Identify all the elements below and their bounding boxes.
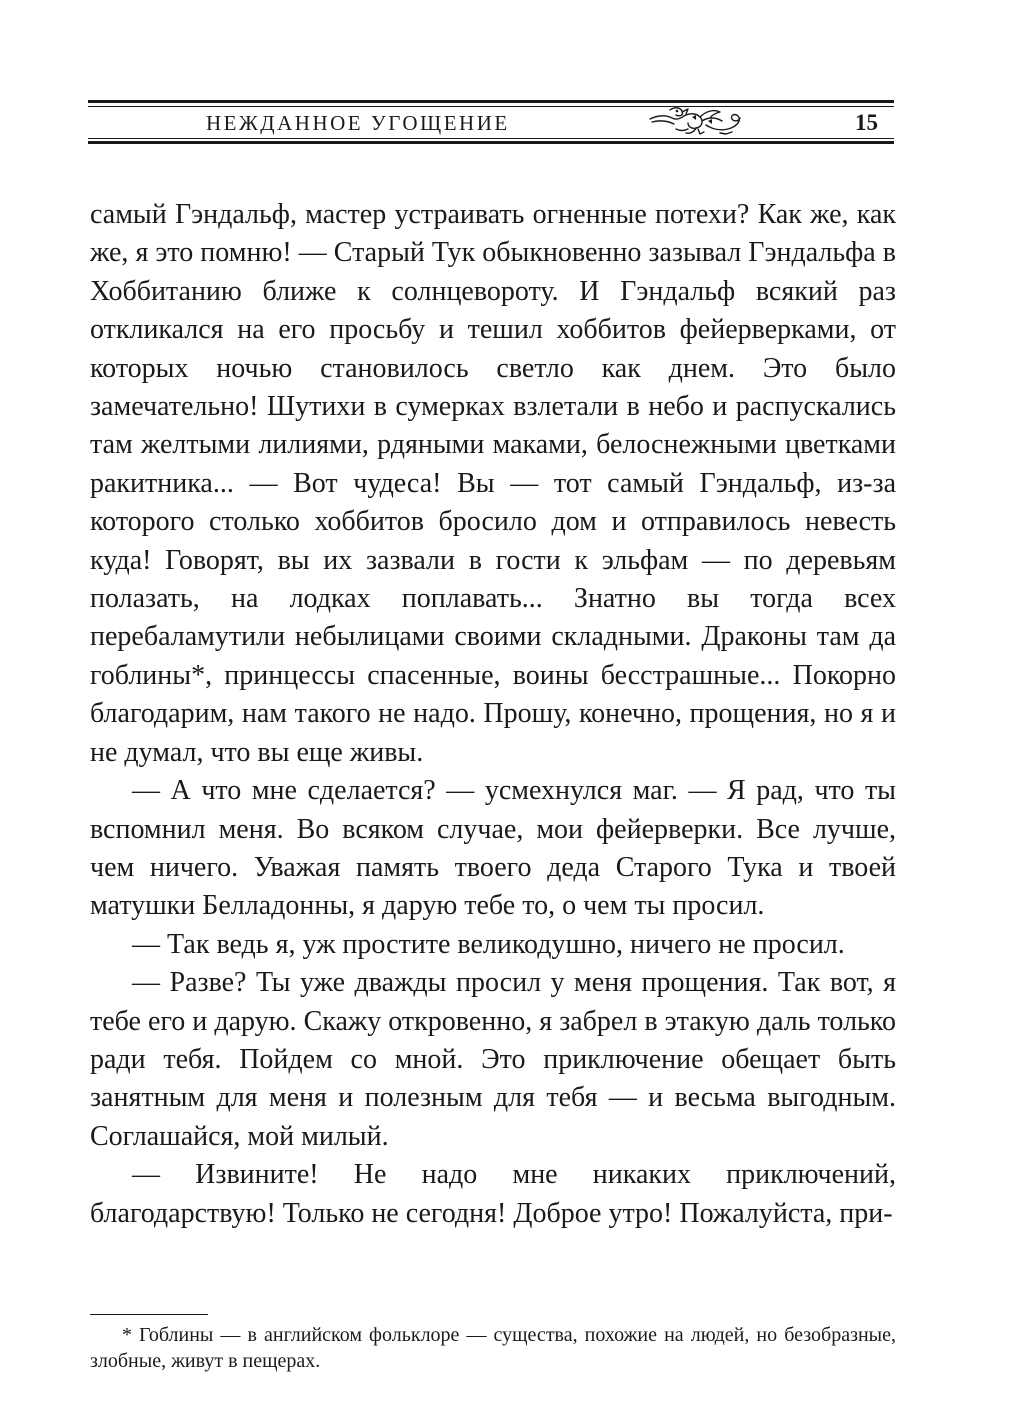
dragon-ornament-icon [646, 103, 752, 139]
footnote: * Гоблины — в английском фольклоре — существа, похожие на людей, но безобразные, злобные, живут в пещерах. [90, 1324, 896, 1372]
running-title: НЕЖДАННОЕ УГОЩЕНИЕ [206, 111, 510, 135]
header-rule-top-thick [88, 100, 894, 103]
page-number: 15 [855, 110, 878, 135]
paragraph-2: — А что мне сделается? — усмехнулся маг. — Я рад, что ты вспомнил меня. Во всяком случае, мои фейерверки. Все лучше, чем ничего. Уважая память твоего деда Старого Тука и твоей матушки Белладонны, я дарую тебе то, о чем ты просил. [90, 775, 896, 922]
body-text [90, 196, 896, 1233]
paragraph-5: — Извините! Не надо мне никаких приключений, благодарствую! Только не сегодня! Доброе утро! Пожалуйста, при- [90, 1159, 896, 1229]
paragraph-1: самый Гэндальф, мастер устраивать огненные потехи? Как же, как же, я это помню! — Старый Тук обыкновенно зазывал Гэндальфа в Хоббитанию ближе к солнцевороту. И Гэндальф всякий раз откликался на его просьбу и тешил хоббитов фейерверками, от которых ночью становилось светло как днем. Это было замечательно! Шутихи в сумерках взлетали в небо и распускались там желтыми лилиями, рдяными маками, белоснежными цветками ракитника... — Вот чудеса! Вы — тот самый Гэндальф, из-за которого столько хоббитов бросило дом и отправилось невесть куда! Говорят, вы их зазвали в гости к эльфам — по деревьям полазать, на лодках поплавать... Знатно вы тогда всех перебаламутили небылицами своими складными. Драконы там да гоблины*, принцессы спасенные, воины бесстрашные... Покорно благодарим, нам такого не надо. Прошу, конечно, прощения, но я и не думал, что вы еще живы. [90, 199, 896, 768]
header-rule-top-thin [88, 106, 894, 107]
header-rule-bottom-thick [88, 141, 894, 144]
footnote-separator [90, 1314, 208, 1315]
paragraph-4: — Разве? Ты уже дважды просил у меня прощения. Так вот, я тебе его и дарую. Скажу откровенно, я забрел в этакую даль только ради тебя. Пойдем со мной. Это приключение обещает быть занятным для меня и полезным для тебя — и весьма выгодным. Соглашайся, мой милый. [90, 967, 896, 1152]
header-rule-bottom-thin [88, 138, 894, 139]
paragraph-3: — Так ведь я, уж простите великодушно, ничего не просил. [132, 928, 845, 960]
page-header [88, 100, 894, 146]
